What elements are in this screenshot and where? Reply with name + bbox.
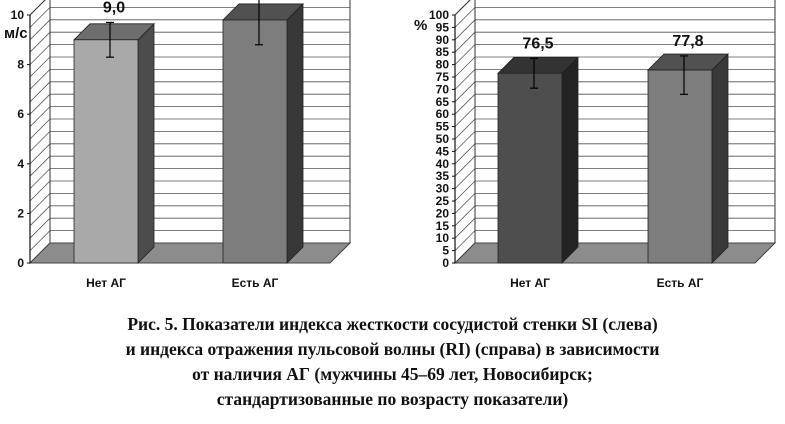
gridline-side [30, 94, 50, 114]
y-tick-label: 65 [435, 94, 449, 109]
bar-side [138, 24, 154, 263]
gridline-side [30, 107, 50, 127]
data-label: 9,0 [102, 0, 126, 17]
gridline-side [455, 181, 475, 201]
gridline-side [30, 82, 50, 102]
gridline-side [455, 0, 475, 15]
y-tick-label: 70 [435, 82, 449, 97]
gridline-side [455, 193, 475, 213]
gridline-side [455, 144, 475, 164]
y-unit-label: % [414, 17, 428, 34]
y-tick-label: 40 [435, 156, 449, 171]
gridline-side [30, 181, 50, 201]
gridline-side [30, 193, 50, 213]
gridline-side [455, 119, 475, 139]
y-tick-label: 80 [435, 57, 449, 72]
gridline-side [455, 206, 475, 226]
figure-caption [0, 312, 785, 412]
y-tick-label: 50 [435, 132, 449, 146]
y-tick-label: 90 [435, 32, 449, 47]
x-tick-label: Нет АГ [510, 276, 550, 290]
bar-side [287, 4, 303, 263]
gridline-side [455, 156, 475, 176]
y-tick-label: 20 [435, 206, 449, 221]
gridline-side [30, 69, 50, 89]
x-tick-label: Нет АГ [86, 276, 126, 290]
gridline-side [455, 94, 475, 114]
y-tick-label: 4 [17, 156, 24, 171]
y-tick-label: 0 [442, 256, 449, 270]
gridline-side [30, 206, 50, 226]
caption-line-2: и индекса отражения пульсовой волны (RI) (справа) в зависимости [125, 339, 660, 359]
gridline-side [455, 107, 475, 127]
gridline-side [455, 82, 475, 102]
y-tick-label: 10 [435, 231, 449, 246]
y-tick-label: 100 [428, 8, 449, 22]
y-tick-label: 6 [17, 107, 24, 122]
gridline-side [455, 57, 475, 77]
gridline-side [455, 7, 475, 27]
gridline-side [455, 169, 475, 189]
y-tick-label: 85 [435, 45, 449, 60]
y-tick-label: 75 [435, 70, 449, 84]
x-tick-label: Есть АГ [656, 276, 704, 290]
bar [223, 20, 287, 263]
gridline-side [30, 45, 50, 65]
gridline-side [30, 7, 50, 27]
gridline-side [30, 144, 50, 164]
caption-line-3: от наличия АГ (мужчины 45–69 лет, Новосибирск; [192, 364, 593, 384]
bar-side [712, 54, 728, 263]
y-tick-label: 5 [442, 243, 449, 258]
gridline-side [30, 119, 50, 139]
gridline-side [30, 156, 50, 176]
bar [498, 73, 562, 263]
y-tick-label: 25 [435, 194, 449, 208]
data-label: 76,5 [522, 35, 554, 53]
gridline-side [30, 218, 50, 238]
y-tick-label: 0 [17, 256, 24, 270]
gridline-side [455, 32, 475, 52]
gridline-side [455, 20, 475, 40]
gridline-side [30, 57, 50, 77]
plot-side-wall [30, 0, 50, 263]
x-tick-label: Есть АГ [231, 276, 279, 290]
caption-line-4: стандартизованные по возрасту показатели) [216, 389, 569, 409]
y-tick-label: 95 [435, 20, 449, 35]
gridline-side [455, 45, 475, 65]
bar-side [562, 57, 578, 263]
gridline-side [455, 131, 475, 151]
chart-reflection-index [414, 0, 775, 290]
gridline-side [30, 131, 50, 151]
chart-pulse-wave-velocity [4, 0, 350, 290]
caption-line-1: Рис. 5. Показатели индекса жесткости сосудистой стенки SI (слева) [127, 314, 658, 334]
y-tick-label: 30 [435, 181, 449, 196]
y-tick-label: 35 [435, 169, 449, 184]
data-label: 77,8 [672, 32, 704, 50]
bar [74, 40, 138, 263]
gridline-side [30, 32, 50, 52]
y-tick-label: 2 [17, 206, 24, 221]
gridline-side [30, 20, 50, 40]
y-tick-label: 10 [10, 8, 24, 22]
gridline-side [455, 218, 475, 238]
y-tick-label: 55 [435, 119, 449, 134]
y-tick-label: 45 [435, 144, 449, 159]
y-tick-label: 60 [435, 107, 449, 122]
bar [648, 70, 712, 263]
plot-side-wall [455, 0, 475, 263]
y-unit-label: м/с [4, 25, 28, 42]
gridline-side [455, 69, 475, 89]
gridline-side [30, 169, 50, 189]
y-tick-label: 8 [17, 57, 24, 72]
y-tick-label: 15 [435, 218, 449, 233]
gridline-side [30, 0, 50, 15]
